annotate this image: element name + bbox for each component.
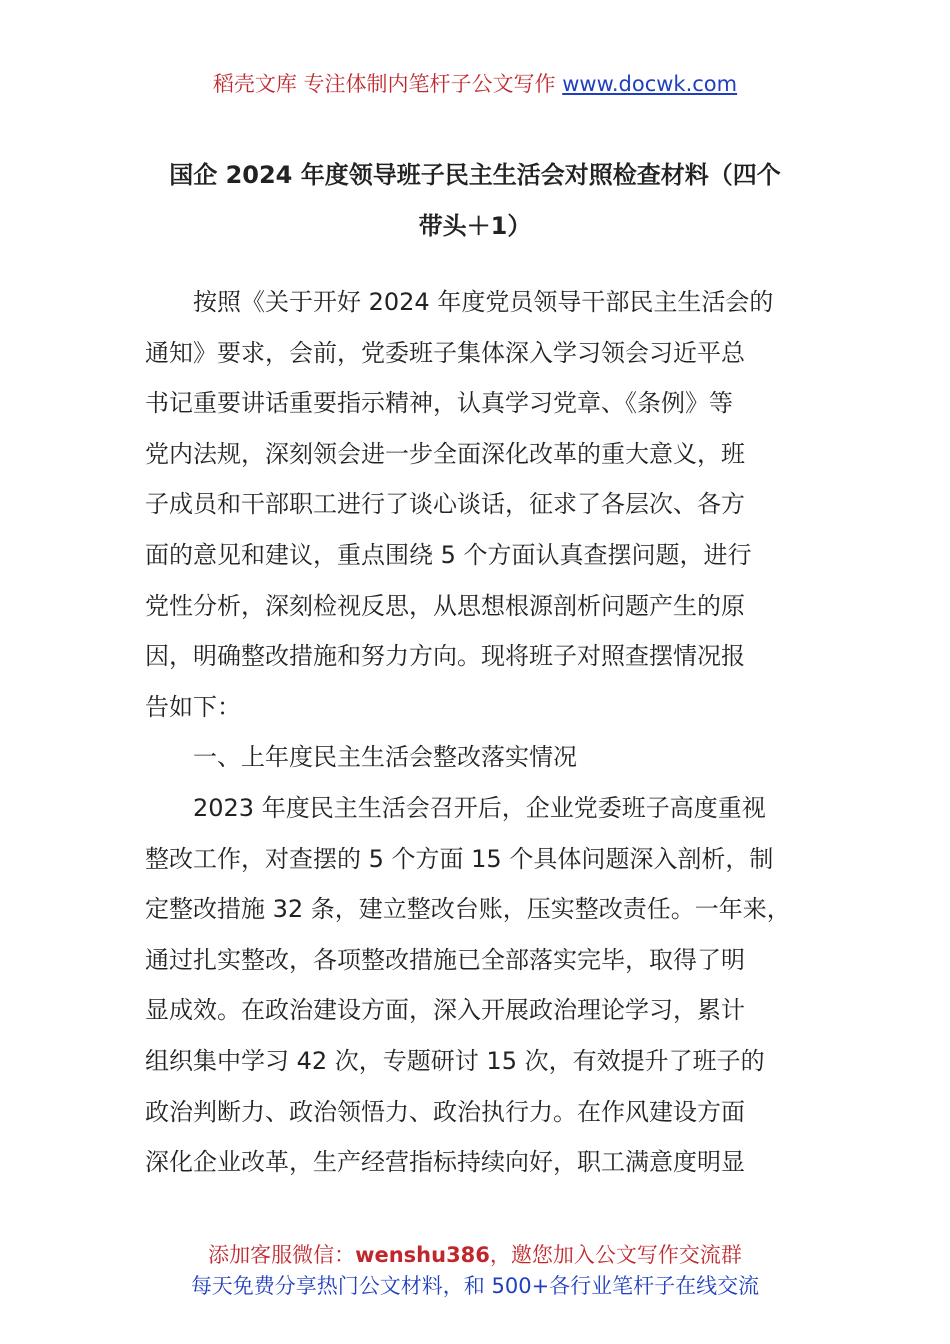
body-line: 按照《关于开好 2024 年度党员领导干部民主生活会的 [193, 288, 774, 316]
footer-wechat-suffix: ，邀您加入公文写作交流群 [489, 1243, 742, 1267]
body-line: 面的意见和建议，重点围绕 5 个方面认真查摆问题，进行 [145, 540, 752, 569]
body-line: 告如下： [145, 692, 241, 721]
body-line: 党内法规，深刻领会进一步全面深化改革的重大意义，班 [145, 439, 745, 468]
body-line: 通过扎实整改，各项整改措施已全部落实完毕，取得了明 [145, 945, 745, 974]
body-line: 政治判断力、政治领悟力、政治执行力。在作风建设方面 [145, 1097, 745, 1126]
body-line: 整改工作，对查摆的 5 个方面 15 个具体问题深入剖析，制 [145, 844, 774, 873]
body-line: 书记重要讲话重要指示精神，认真学习党章、《条例》等 [145, 389, 733, 418]
body-line: 党性分析，深刻检视反思，从思想根源剖析问题产生的原 [145, 591, 745, 620]
body-line: 通知》要求，会前，党委班子集体深入学习领会习近平总 [145, 338, 745, 367]
section-heading: 一、上年度民主生活会整改落实情况 [193, 743, 577, 772]
body-line: 因，明确整改措施和努力方向。现将班子对照查摆情况报 [145, 642, 745, 671]
footer-wechat-prefix: 添加客服微信： [208, 1243, 356, 1267]
body-line: 组织集中学习 42 次，专题研讨 15 次，有效提升了班子的 [145, 1046, 765, 1075]
body-line: 定整改措施 32 条，建立整改台账，压实整改责任。一年来， [145, 895, 791, 924]
header-banner [0, 70, 950, 98]
document-title [140, 150, 810, 251]
header-brand: 稻壳文库 专注体制内笔杆子公文写作 [212, 72, 556, 96]
title-line-2: 带头＋1） [418, 211, 532, 240]
title-line-1: 国企 2024 年度领导班子民主生活会对照检查材料（四个 [169, 161, 781, 189]
header-url-link[interactable]: www.docwk.com [562, 72, 738, 96]
body-line: 深化企业改革，生产经营指标持续向好，职工满意度明显 [145, 1148, 745, 1177]
body-line: 2023 年度民主生活会召开后，企业党委班子高度重视 [193, 793, 766, 822]
footer-line-1 [0, 1240, 950, 1271]
footer-promo [0, 1240, 950, 1302]
body-line: 显成效。在政治建设方面，深入开展政治理论学习，累计 [145, 996, 745, 1025]
body-line: 子成员和干部职工进行了谈心谈话，征求了各层次、各方 [145, 490, 745, 519]
footer-line-2: 每天免费分享热门公文材料，和 500+各行业笔杆子在线交流 [190, 1274, 760, 1298]
footer-wechat-id: wenshu386 [355, 1243, 490, 1267]
document-body [145, 277, 845, 1188]
